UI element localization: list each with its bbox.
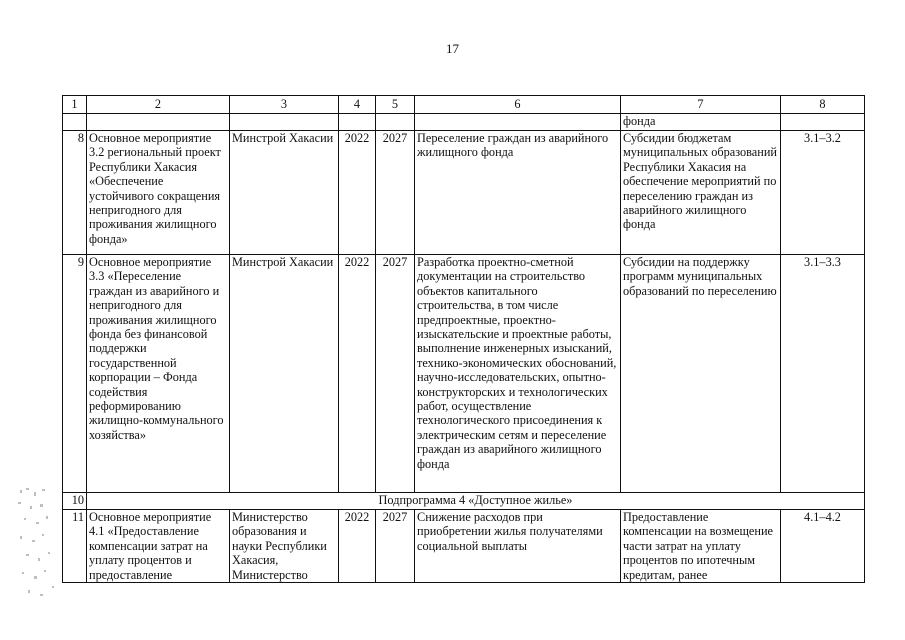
executor-cell: Минстрой Хакасии <box>230 131 339 255</box>
column-header: 6 <box>415 96 621 114</box>
column-header: 7 <box>621 96 781 114</box>
column-header: 4 <box>339 96 376 114</box>
column-header: 8 <box>781 96 865 114</box>
measures-table <box>62 95 865 583</box>
start-year-cell: 2022 <box>339 255 376 493</box>
result-cell: Снижение расходов при приобретении жилья получателями социальной выплаты <box>415 510 621 583</box>
executor-cell <box>230 510 339 583</box>
column-header-row <box>63 96 865 114</box>
indicators-cell: 3.1–3.2 <box>781 131 865 255</box>
indicators-cell: 3.1–3.3 <box>781 255 865 493</box>
scan-artifact <box>12 486 60 604</box>
row-number: 9 <box>63 255 87 493</box>
continuation-row <box>63 114 865 131</box>
executor-text: Министерство образования и науки Республики Хакасия, Министерство <box>232 510 327 582</box>
column-header: 5 <box>376 96 415 114</box>
continuation-cell: фонда <box>621 114 781 131</box>
subprogram-row <box>63 493 865 510</box>
end-year-cell: 2027 <box>376 131 415 255</box>
start-year-cell: 2022 <box>339 510 376 583</box>
table-row <box>63 131 865 255</box>
link-text: Предоставление компенсации на возмещение части затрат на уплату процентов по ипотечным кредитам, ранее <box>623 510 774 582</box>
measure-text: Основное мероприятие 4.1 «Предоставление компенсации затрат на уплату процентов и предоставление <box>89 510 212 582</box>
row-number: 10 <box>63 493 87 510</box>
column-header: 1 <box>63 96 87 114</box>
link-cell: Субсидии на поддержку программ муниципальных образований по переселению <box>621 255 781 493</box>
column-header: 3 <box>230 96 339 114</box>
table-row <box>63 255 865 493</box>
measure-cell: Основное мероприятие 3.2 региональный проект Республики Хакасия «Обеспечение устойчивого сокращения непригодного для проживания жилищного фонда» <box>87 131 230 255</box>
end-year-cell: 2027 <box>376 510 415 583</box>
page-number: 17 <box>446 41 459 56</box>
result-cell: Разработка проектно-сметной документации на строительство объектов капитального строительства, в том числе предпроектные, проектно-изыскательские и проектные работы, выполнение инженерных изысканий, технико-экономических обоснований, научно-исследовательских, опытно-конструкторских и технологических работ, осуществление технологического присоединения к электрическим сетям и переселение граждан из аварийного жилищного фонда <box>415 255 621 493</box>
row-number: 11 <box>63 510 87 583</box>
executor-cell: Минстрой Хакасии <box>230 255 339 493</box>
end-year-cell: 2027 <box>376 255 415 493</box>
result-cell: Переселение граждан из аварийного жилищного фонда <box>415 131 621 255</box>
indicators-cell: 4.1–4.2 <box>781 510 865 583</box>
row-number: 8 <box>63 131 87 255</box>
table-row <box>63 510 865 583</box>
start-year-cell: 2022 <box>339 131 376 255</box>
link-cell <box>621 510 781 583</box>
column-header: 2 <box>87 96 230 114</box>
link-cell: Субсидии бюджетам муниципальных образований Республики Хакасия на обеспечение мероприятий по переселению граждан из аварийного жилищного фонда <box>621 131 781 255</box>
subprogram-title: Подпрограмма 4 «Доступное жилье» <box>87 493 865 510</box>
measure-cell <box>87 510 230 583</box>
measure-cell: Основное мероприятие 3.3 «Переселение граждан из аварийного и непригодного для проживания жилищного фонда без финансовой поддержки государственной корпорации – Фонда содействия реформированию жилищно-коммунального хозяйства» <box>87 255 230 493</box>
